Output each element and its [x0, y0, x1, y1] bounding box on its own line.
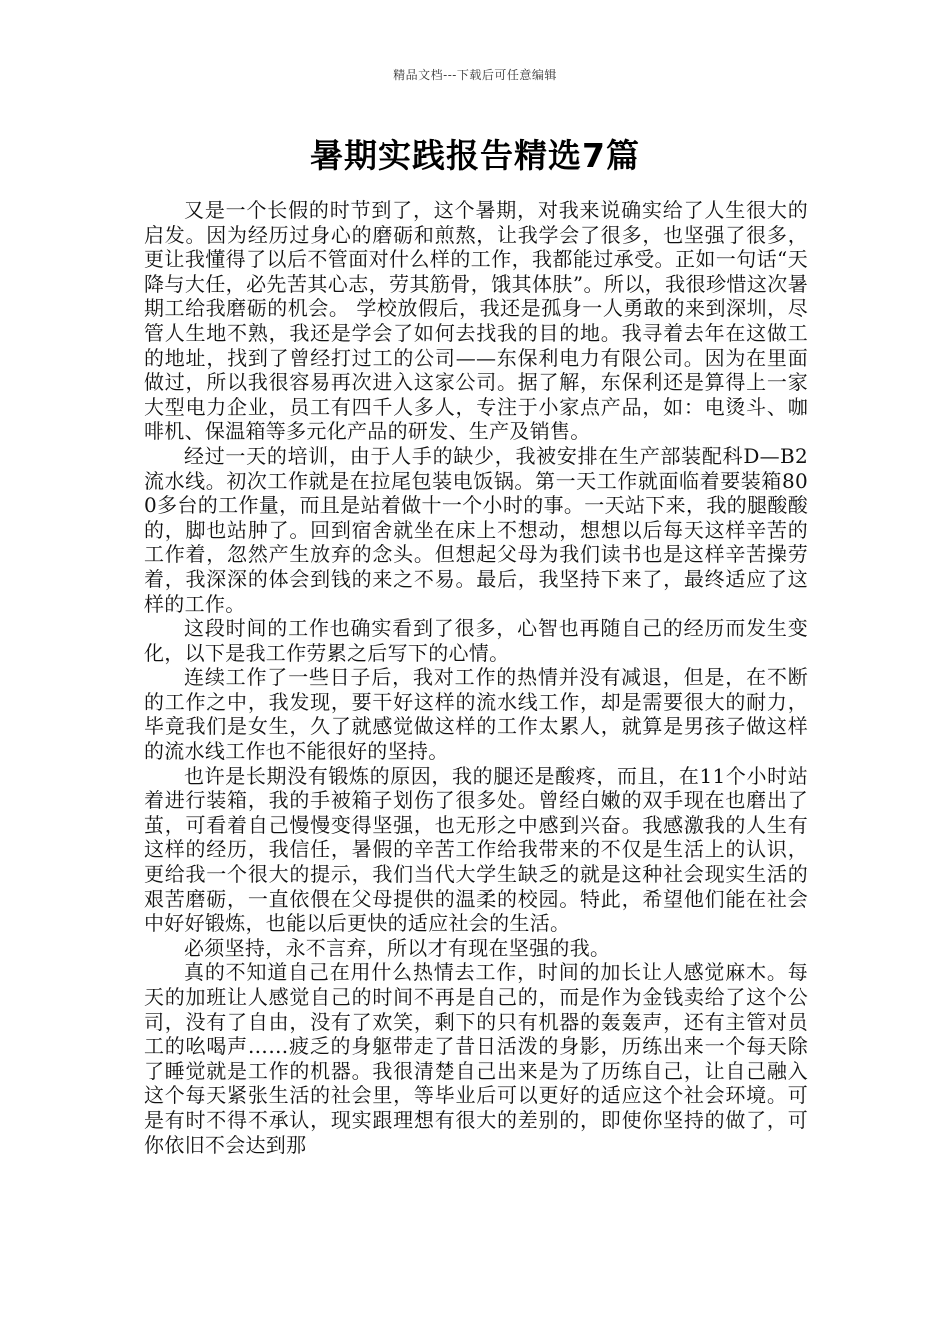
- paragraph: 这段时间的工作也确实看到了很多，心智也再随自己的经历而发生变化，以下是我工作劳累之后写下的心情。: [144, 616, 808, 665]
- header-note: 精品文档---下载后可任意编辑: [393, 68, 557, 82]
- paragraph: 连续工作了一些日子后，我对工作的热情并没有减退，但是，在不断的工作之中，我发现，要干好这样的流水线工作，却是需要很大的耐力，毕竟我们是女生，久了就感觉做这样的工作太累人，就算是男孩子做这样的流水线工作也不能很好的坚持。: [144, 665, 808, 764]
- paragraph: 又是一个长假的时节到了，这个暑期，对我来说确实给了人生很大的启发。因为经历过身心的磨砺和煎熬，让我学会了很多，也坚强了很多，更让我懂得了以后不管面对什么样的工作，我都能过承受。正如一句话“天降与大任，必先苦其心志，劳其筋骨，饿其体肤”。所以，我很珍惜这次暑期工给我磨砺的机会。 学校放假后，我还是孤身一人勇敢的来到深圳，尽管人生地不熟，我还是学会了如何去找我的目的地。我寻着去年在这做工的地址，找到了曾经打过工的公司——东保利电力有限公司。因为在里面做过，所以我很容易再次进入这家公司。据了解，东保利还是算得上一家大型电力企业，员工有四千人多人，专注于小家点产品，如：电烫斗、咖啡机、保温箱等多元化产品的研发、生产及销售。: [144, 198, 808, 444]
- document-body: [144, 198, 808, 1157]
- paragraph: 必须坚持，永不言弃，所以才有现在坚强的我。: [184, 935, 611, 960]
- paragraph: 也许是长期没有锻炼的原因，我的腿还是酸疼，而且，在11个小时站着进行装箱，我的手被箱子划伤了很多处。曾经白嫩的双手现在也磨出了茧，可看着自己慢慢变得坚强，也无形之中感到兴奋。我感激我的人生有这样的经历，我信任，暑假的辛苦工作给我带来的不仅是生活上的认识，更给我一个很大的提示，我们当代大学生缺乏的就是这种社会现实生活的艰苦磨砺，一直依偎在父母提供的温柔的校园。特此，希望他们能在社会中好好锻炼，也能以后更快的适应社会的生活。: [144, 763, 808, 936]
- paragraph: 真的不知道自己在用什么热情去工作，时间的加长让人感觉麻木。每天的加班让人感觉自己的时间不再是自己的，而是作为金钱卖给了这个公司，没有了自由，没有了欢笑，剩下的只有机器的轰轰声，还有主管对员工的吆喝声……疲乏的身躯带走了昔日活泼的身影，历练出来一个每天除了睡觉就是工作的机器。我很清楚自己出来是为了历练自己，让自己融入这个每天紧张生活的社会里，等毕业后可以更好的适应这个社会环境。可是有时不得不承认，现实跟理想有很大的差别的，即使你坚持的做了，可你依旧不会达到那: [144, 960, 808, 1157]
- paragraph: 经过一天的培训，由于人手的缺少，我被安排在生产部装配科D—B2流水线。初次工作就是在拉尾包装电饭锅。第一天工作就面临着要装箱800多台的工作量，而且是站着做十一个小时的事。一天站下来，我的腿酸酸的，脚也站肿了。回到宿舍就坐在床上不想动，想想以后每天这样辛苦的工作着，忽然产生放弃的念头。但想起父母为我们读书也是这样辛苦操劳着，我深深的体会到钱的来之不易。最后，我坚持下来了，最终适应了这样的工作。: [144, 443, 808, 616]
- document-title: 暑期实践报告精选7篇: [310, 136, 640, 175]
